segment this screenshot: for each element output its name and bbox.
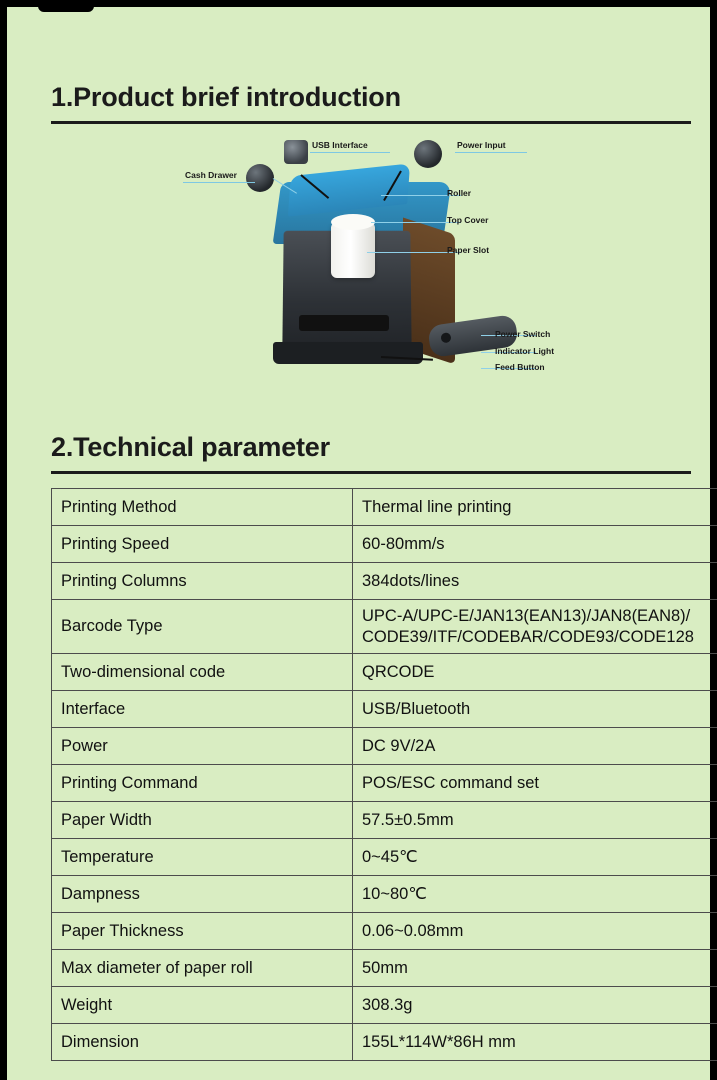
label-indicator-light: Indicator Light xyxy=(495,346,555,356)
spec-key: Interface xyxy=(52,691,353,728)
spec-key: Printing Speed xyxy=(52,526,353,563)
label-power-switch: Power Switch xyxy=(495,329,551,339)
spec-key: Printing Columns xyxy=(52,563,353,600)
spec-key: Paper Width xyxy=(52,802,353,839)
spec-key: Dampness xyxy=(52,876,353,913)
screen-left-bezel xyxy=(0,0,7,1080)
spec-value: Thermal line printing xyxy=(353,489,717,526)
usb-port-icon xyxy=(284,140,308,164)
printer-front-slot-shape xyxy=(299,315,389,331)
table-row xyxy=(52,802,717,839)
spec-value: USB/Bluetooth xyxy=(353,691,717,728)
table-row xyxy=(52,728,717,765)
spec-value: DC 9V/2A xyxy=(353,728,717,765)
table-row xyxy=(52,987,717,1024)
spec-value: 57.5±0.5mm xyxy=(353,802,717,839)
table-row xyxy=(52,600,717,654)
table-row xyxy=(52,950,717,987)
spec-value: 155L*114W*86H mm xyxy=(353,1024,717,1061)
section-technical-parameter xyxy=(51,432,694,1061)
table-row xyxy=(52,654,717,691)
spec-value: QRCODE xyxy=(353,654,717,691)
spec-value: 60-80mm/s xyxy=(353,526,717,563)
section-product-brief-introduction xyxy=(51,82,691,420)
table-row xyxy=(52,876,717,913)
spec-value: 0.06~0.08mm xyxy=(353,913,717,950)
technical-parameter-table xyxy=(51,488,717,1061)
label-roller: Roller xyxy=(447,188,472,198)
label-paper-slot: Paper Slot xyxy=(447,245,490,255)
document-content xyxy=(7,7,710,1080)
spec-value: 10~80℃ xyxy=(353,876,717,913)
spec-key: Power xyxy=(52,728,353,765)
spec-key: Barcode Type xyxy=(52,600,353,654)
spec-value: UPC-A/UPC-E/JAN13(EAN13)/JAN8(EAN8)/ CODE39/ITF/CODEBAR/CODE93/CODE128 xyxy=(353,600,717,654)
table-row xyxy=(52,489,717,526)
power-input-port-icon xyxy=(414,140,442,168)
spec-key: Two-dimensional code xyxy=(52,654,353,691)
label-top-cover: Top Cover xyxy=(447,215,489,225)
table-row xyxy=(52,1024,717,1061)
section2-title: 2.Technical parameter xyxy=(51,432,330,462)
screen-top-bezel xyxy=(0,0,717,7)
spec-key: Paper Thickness xyxy=(52,913,353,950)
printer-diagram xyxy=(51,130,691,420)
table-row xyxy=(52,765,717,802)
label-usb-interface: USB Interface xyxy=(312,140,368,150)
label-power-input: Power Input xyxy=(457,140,506,150)
table-row xyxy=(52,913,717,950)
spec-key: Printing Command xyxy=(52,765,353,802)
table-row xyxy=(52,526,717,563)
table-row xyxy=(52,691,717,728)
spec-key: Max diameter of paper roll xyxy=(52,950,353,987)
label-underline-power-input xyxy=(455,152,527,153)
spec-key: Dimension xyxy=(52,1024,353,1061)
spec-value: 0~45℃ xyxy=(353,839,717,876)
label-underline-usb-interface xyxy=(310,152,390,153)
cash-drawer-port-icon xyxy=(246,164,274,192)
spec-key: Temperature xyxy=(52,839,353,876)
spec-key: Weight xyxy=(52,987,353,1024)
spec-value: 308.3g xyxy=(353,987,717,1024)
label-cash-drawer: Cash Drawer xyxy=(185,170,237,180)
table-row xyxy=(52,563,717,600)
printer-base-shape xyxy=(273,342,423,364)
section1-divider xyxy=(51,121,691,124)
spec-value: 384dots/lines xyxy=(353,563,717,600)
spec-key: Printing Method xyxy=(52,489,353,526)
label-underline-cash-drawer xyxy=(183,182,255,183)
spec-value: 50mm xyxy=(353,950,717,987)
spec-value: POS/ESC command set xyxy=(353,765,717,802)
label-feed-button: Feed Button xyxy=(495,362,545,372)
table-row xyxy=(52,839,717,876)
section2-divider xyxy=(51,471,691,474)
section1-title: 1.Product brief introduction xyxy=(51,82,401,112)
paper-roll-shape xyxy=(331,222,375,278)
